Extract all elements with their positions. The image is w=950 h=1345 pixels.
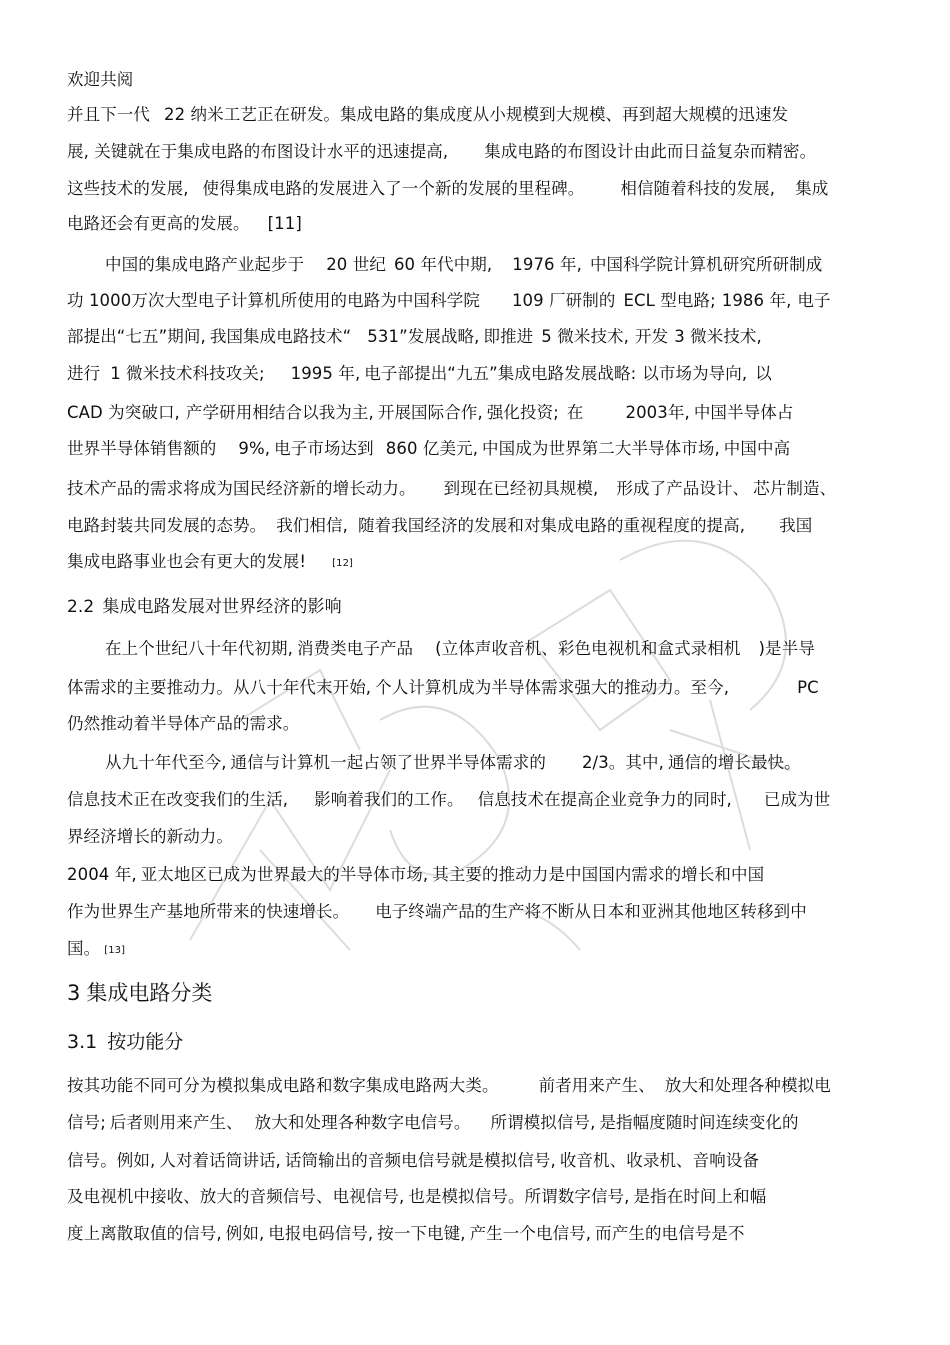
p5-line-3: 国。 [13] [67, 939, 126, 958]
p2-line-8: 电路封装共同发展的态势。 我们相信, 随着我国经济的发展和对集成电路的重视程度的提高, 我国 [67, 516, 813, 535]
p2-line-7: 技术产品的需求将成为国民经济新的增长动力。 到现在已经初具规模, 形成了产品设计、 芯片制造、 [67, 479, 837, 498]
p2-line-3: 部提出“七五”期间, 我国集成电路技术“ 531”发展战略, 即推进 5 微米技术, 开发 3 微米技术, [67, 327, 762, 346]
p1-line-2: 展, 关键就在于集成电路的布图设计水平的迅速提高, 集成电路的布图设计由此而日益复杂而精密。 [67, 142, 817, 161]
p4-line-3: 界经济增长的新动力。 [67, 827, 233, 846]
section-3-1-heading: 3.1 按功能分 [67, 1031, 184, 1053]
p3-line-1: 在上个世纪八十年代初期, 消费类电子产品 (立体声收音机、彩色电视机和盒式录相机 )是半导 [105, 639, 815, 658]
p1-line-3: 这些技术的发展, 使得集成电路的发展进入了一个新的发展的里程碑。 相信随着科技的发展, 集成 [67, 179, 829, 198]
p4-line-1: 从九十年代至今, 通信与计算机一起占领了世界半导体需求的 2/3。其中, 通信的增长最快。 [105, 753, 801, 772]
citation-ref: [13] [104, 945, 126, 956]
citation-ref: [12] [332, 558, 354, 569]
p6-line-3: 信号。例如, 人对着话筒讲话, 话筒输出的音频电信号就是模拟信号, 收音机、收录机、音响设备 [67, 1151, 760, 1170]
p5-line-1: 2004 年, 亚太地区已成为世界最大的半导体市场, 其主要的推动力是中国国内需求的增长和中国 [67, 865, 765, 884]
p1-line-1: 并且下一代 22 纳米工艺正在研发。集成电路的集成度从小规模到大规模、再到超大规模的迅速发 [67, 105, 789, 124]
p6-line-2: 信号; 后者则用来产生、 放大和处理各种数字电信号。 所谓模拟信号, 是指幅度随时间连续变化的 [67, 1113, 799, 1132]
p5-line-2: 作为世界生产基地所带来的快速增长。 电子终端产品的生产将不断从日本和亚洲其他地区转移到中 [67, 902, 807, 921]
section-2-2-heading: 2.2 集成电路发展对世界经济的影响 [67, 597, 342, 617]
p1-line-4: 电路还会有更高的发展。 [11] [67, 214, 302, 233]
p2-line-4: 进行 1 微米技术科技攻关; 1995 年, 电子部提出“九五”集成电路发展战略: 以市场为导向, 以 [67, 364, 772, 383]
citation-ref: [11] [267, 214, 302, 233]
p6-line-5: 度上离散取值的信号, 例如, 电报电码信号, 按一下电键, 产生一个电信号, 而产生的电信号是不 [67, 1224, 745, 1243]
p6-line-1: 按其功能不同可分为模拟集成电路和数字集成电路两大类。 前者用来产生、 放大和处理各种模拟电 [67, 1076, 831, 1095]
p2-line-2: 功 1000万次大型电子计算机所使用的电路为中国科学院 109 厂研制的 ECL 型电路; 1986 年, 电子 [67, 291, 831, 310]
p2-line-6: 世界半导体销售额的 9%, 电子市场达到 860 亿美元, 中国成为世界第二大半导体市场, 中国中高 [67, 439, 791, 458]
p6-line-4: 及电视机中接收、放大的音频信号、电视信号, 也是模拟信号。所谓数字信号, 是指在时间上和幅 [67, 1187, 767, 1206]
page-header-label: 欢迎共阅 [67, 70, 134, 89]
p3-line-3: 仍然推动着半导体产品的需求。 [67, 714, 300, 733]
p3-line-2: 体需求的主要推动力。从八十年代末开始, 个人计算机成为半导体需求强大的推动力。至今, PC [67, 678, 819, 697]
p4-line-2: 信息技术正在改变我们的生活, 影响着我们的工作。 信息技术在提高企业竞争力的同时, 已成为世 [67, 790, 831, 809]
section-3-heading: 3 集成电路分类 [67, 981, 213, 1005]
p2-line-1: 中国的集成电路产业起步于 20 世纪 60 年代中期, 1976 年, 中国科学院计算机研究所研制成 [105, 255, 823, 274]
p2-line-5: CAD 为突破口, 产学研用相结合以我为主, 开展国际合作, 强化投资; 在 2003年, 中国半导体占 [67, 403, 794, 422]
p2-line-9: 集成电路事业也会有更大的发展! [12] [67, 552, 354, 571]
